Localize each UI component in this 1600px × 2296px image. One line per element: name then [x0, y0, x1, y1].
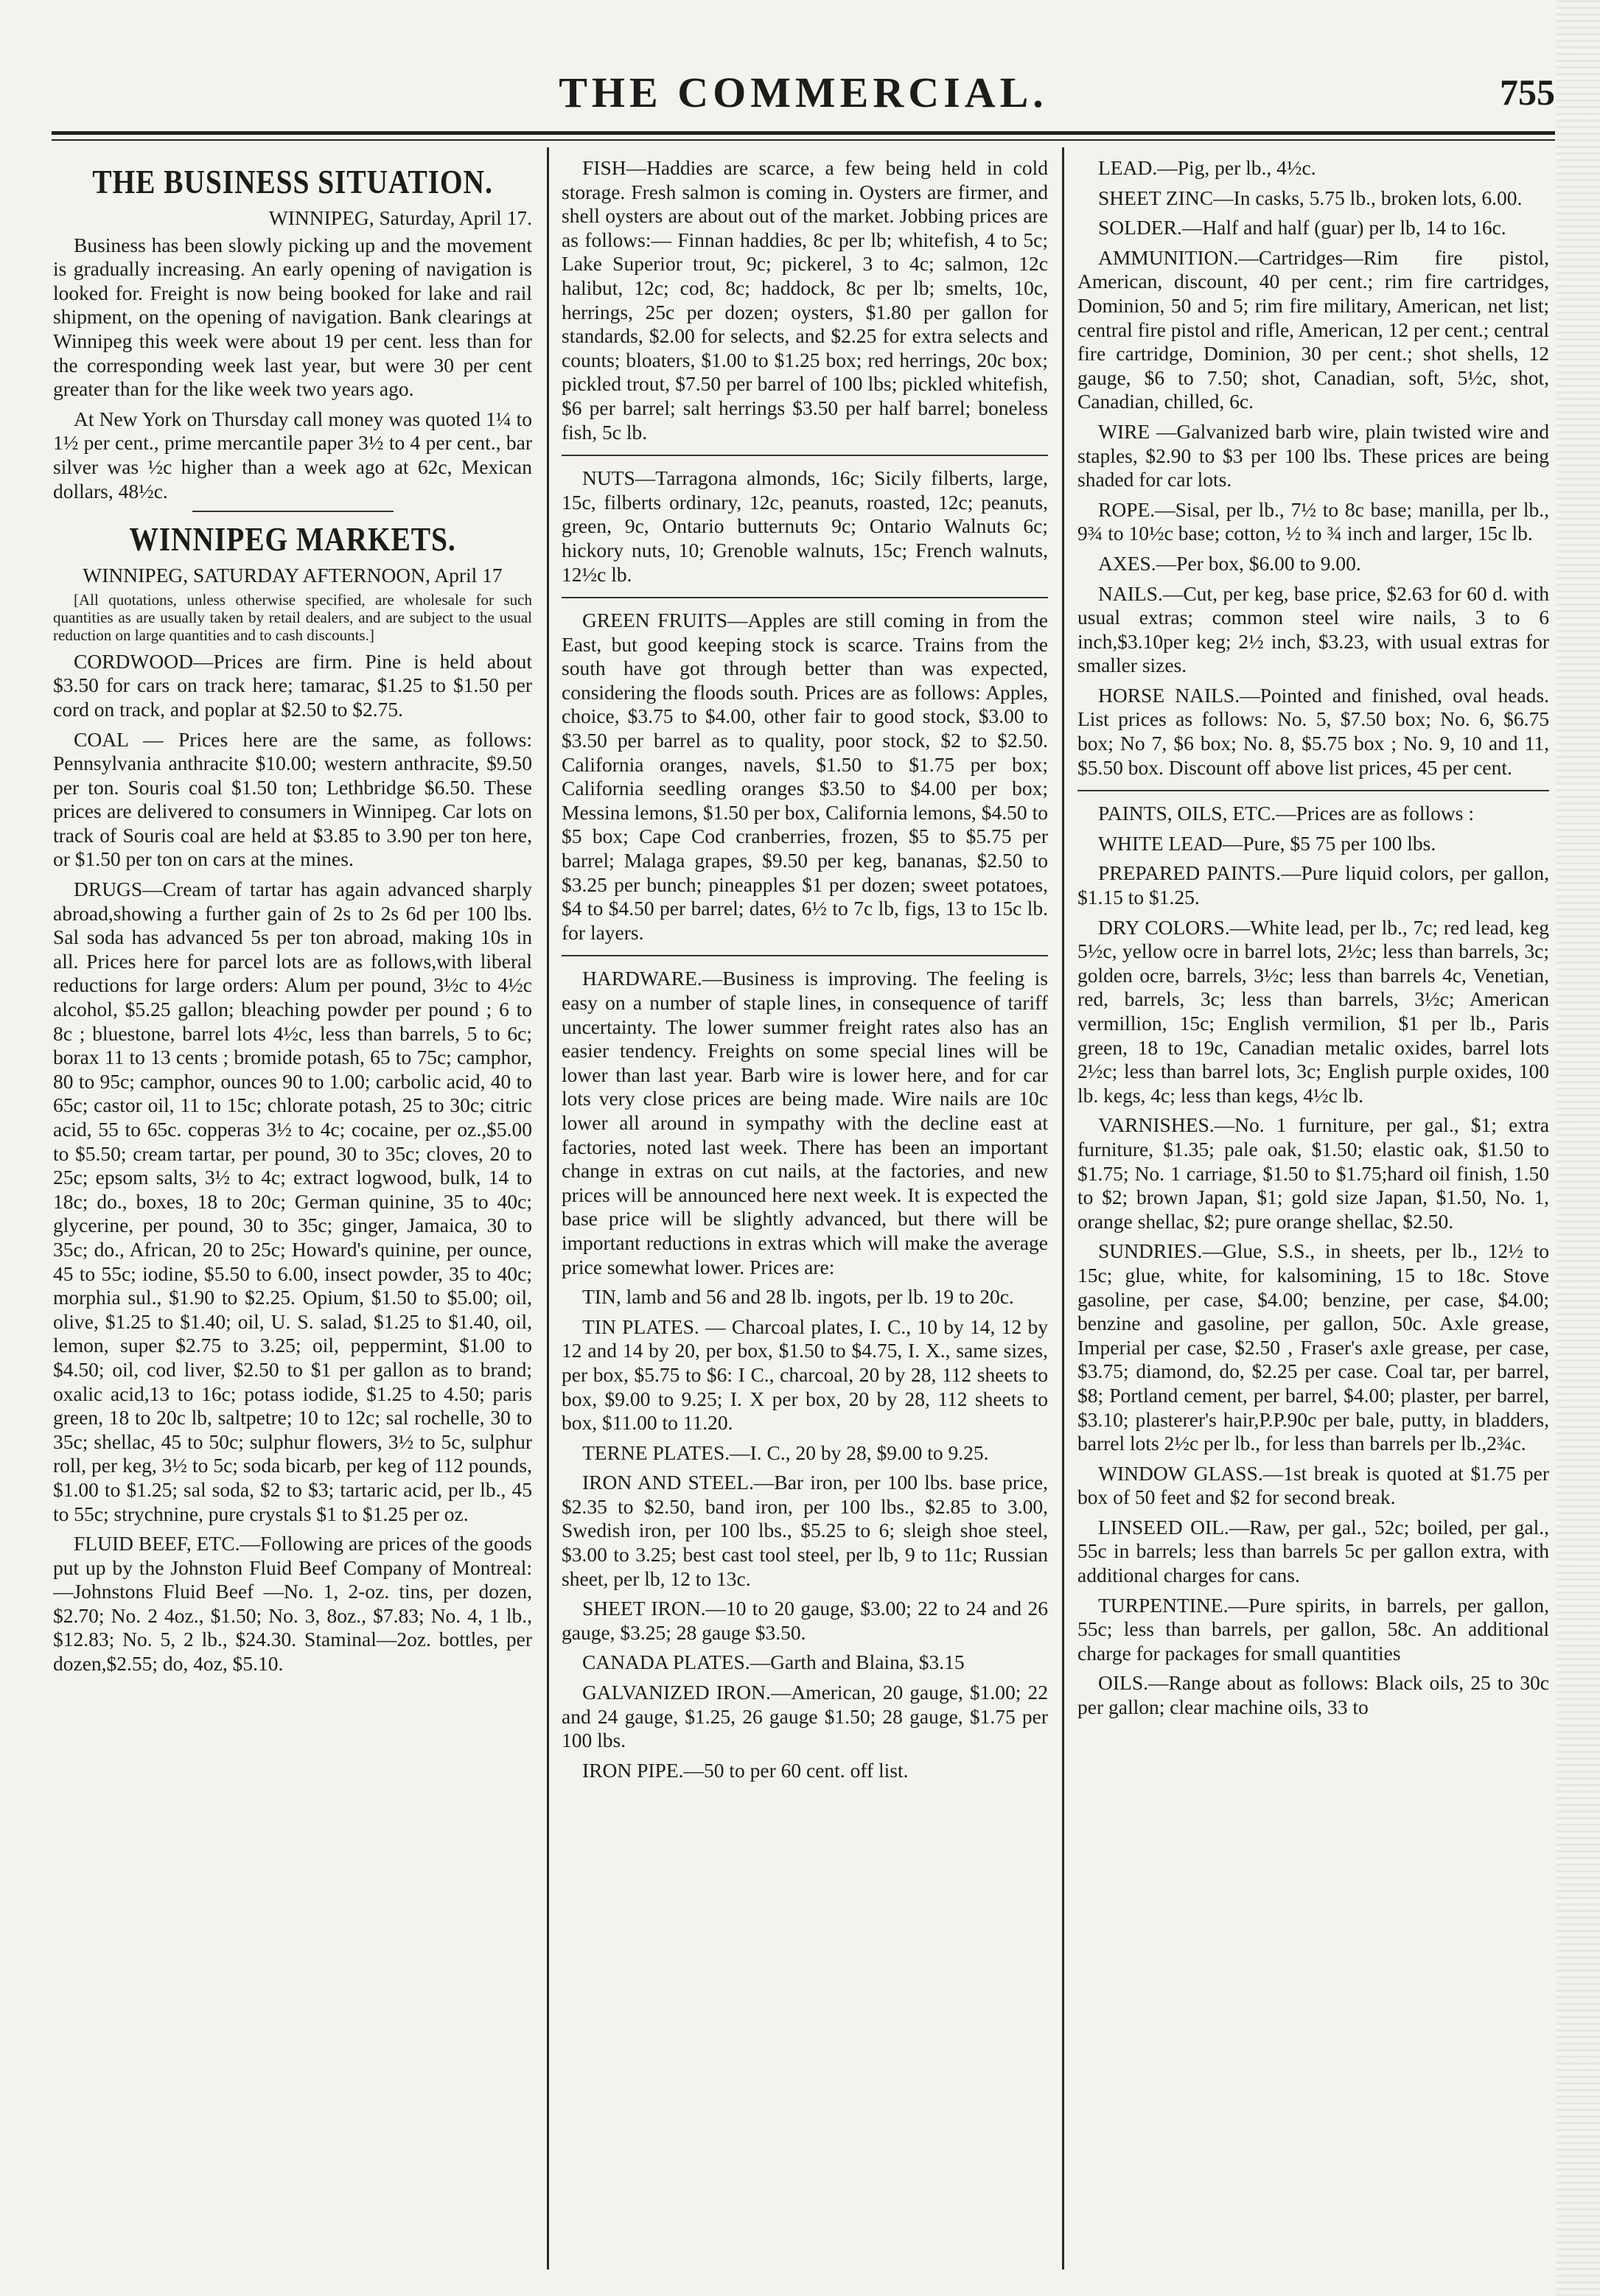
masthead-rule	[52, 131, 1555, 141]
business-paragraph-2: At New York on Thursday call money was quoted 1¼ to 1½ per cent., prime mercantile paper 3½ to 4 per cent., bar silver was ½c higher than a week ago at 62c, Mexican dollars, 48½c.	[53, 407, 532, 503]
markets-dateline: WINNIPEG, SATURDAY AFTERNOON, April 17	[83, 564, 503, 587]
sheet-iron-paragraph: SHEET IRON.—10 to 20 gauge, $3.00; 22 to 24 and 26 gauge, $3.25; 28 gauge $3.50.	[562, 1597, 1048, 1644]
horse-nails-paragraph: HORSE NAILS.—Pointed and finished, oval heads. List prices as follows: No. 5, $7.50 box; No. 6, $6.75 box; No 7, $6 box; No. 8, $5.75 box ; No. 9, 10 and 11, $5.50 box. Discount off above list prices, 45 per cent.	[1077, 683, 1549, 779]
column-3	[1077, 156, 1549, 2264]
section-separator	[192, 511, 394, 512]
green-fruits-paragraph: GREEN FRUITS—Apples are still coming in from the East, but good keeping stock is scarce. Trains from the south have got through better than was expected, considering the floods south. Prices are as follows: Apples, choice, $3.75 to $4.00, other fair to good stock, $3.00 to $3.50 per barrel as to quality, poor stock, $2 to $2.50. California oranges, navels, $1.50 to $1.75 per box; California seedling oranges $3.50 to $4.00 per box; Messina lemons, $1.50 per box, California lemons, $4.50 to $5 box; Cape Cod cranberries, frozen, $5 to $5.75 per barrel; Malaga grapes, $9.50 per keg, bananas, $2.50 to $3.25 per bunch; pineapples $1 per dozen; sweet potatoes, $4 to $4.50 per barrel; dates, 6½ to 7c lb, figs, 13 to 15c lb. for layers.	[562, 609, 1048, 944]
column-2	[562, 156, 1048, 2264]
linseed-oil-paragraph: LINSEED OIL.—Raw, per gal., 52c; boiled, per gal., 55c in barrels; less than barrels 5c per gallon extra, with additional charges for cans.	[1077, 1515, 1549, 1587]
cordwood-paragraph: CORDWOOD—Prices are firm. Pine is held about $3.50 for cars on track here; tamarac, $1.25 to $1.50 per cord on track, and poplar at $2.50 to $2.75.	[53, 649, 532, 721]
section-separator	[562, 955, 1048, 956]
newspaper-title: THE COMMERCIAL.	[559, 69, 1048, 116]
page-number: 755	[1500, 71, 1555, 113]
column-divider-1	[547, 147, 549, 2269]
tin-paragraph: TIN, lamb and 56 and 28 lb. ingots, per lb. 19 to 20c.	[582, 1285, 1014, 1309]
lead-paragraph: LEAD.—Pig, per lb., 4½c.	[1098, 156, 1316, 179]
sundries-paragraph: SUNDRIES.—Glue, S.S., in sheets, per lb., 12½ to 15c; glue, white, for kalsomining, 15 to 18c. Stove gasoline, per case, $4.00; benzine, per case, $4.00; benzine and gasoline, per gallon, 50c. Axle grease, Imperial per case, $2.50 , Fraser's axle grease, per case, $3.75; diamond, do, $2.25 per case. Coal tar, per barrel, $8; Portland cement, per barrel, $4.00; plaster, per barrel, $3.10; plasterer's hair,P.P.90c per bale, putty, in bladders, barrel lots 2½c per lb., for less than barrels per lb.,2¾c.	[1077, 1239, 1549, 1455]
hardware-paragraph: HARDWARE.—Business is improving. The feeling is easy on a number of staple lines, in consequence of tariff uncertainty. The lower summer freight rates also has an easier tendency. Freights on some special lines will be lower than last year. Barb wire is lower here, and for car lots very close prices are being made. Wire nails are 10c lower all around in sympathy with the decline east at factories, noted last week. There has been an important change in extras on cut nails, at the factories, and new prices will be announced here next week. It is expected the base price will be slightly advanced, but there will be important reductions in extras which will make the average price somewhat lower. Prices are:	[562, 967, 1048, 1278]
turpentine-paragraph: TURPENTINE.—Pure spirits, in barrels, per gallon, 55c; less than barrels, per gallon, 58c. An additional charge for packages for small quantities	[1077, 1593, 1549, 1665]
wire-paragraph: WIRE —Galvanized barb wire, plain twisted wire and staples, $2.90 to $3 per 100 lbs. These prices are being shaded for car lots.	[1077, 419, 1549, 491]
iron-steel-paragraph: IRON AND STEEL.—Bar iron, per 100 lbs. base price, $2.35 to $2.50, band iron, per 100 lbs., $2.85 to 3.00, Swedish iron, per 100 lbs., $5.25 to 6; sleigh shoe steel, $3.00 to 3.25; best cast tool steel, per lb, 9 to 11c; Russian sheet, per lb, 12 to 13c.	[562, 1471, 1048, 1590]
prepared-paints-paragraph: PREPARED PAINTS.—Pure liquid colors, per gallon, $1.15 to $1.25.	[1077, 861, 1549, 909]
fish-paragraph: FISH—Haddies are scarce, a few being held in cold storage. Fresh salmon is coming in. Oysters are firmer, and shell oysters are about out of the market. Jobbing prices are as follows:— Finnan haddies, 8c per lb; whitefish, 4 to 5c; Lake Superior trout, 9c; pickerel, 3 to 4c; salmon, 12c halibut, 12c; cod, 8c; haddock, 8c per lb; smelts, 10c, herrings, 25c per dozen; oysters, $1.80 per gallon for standards, $2.00 for selects, and $2.25 for extra selects and counts; bloaters, $1.00 to $1.25 box; red herrings, 20c box; pickled trout, $7.50 per barrel of 100 lbs; pickled whitefish, $6 per barrel; salt herrings $3.50 per half barrel; boneless fish, 5c lb.	[562, 156, 1048, 444]
drugs-paragraph: DRUGS—Cream of tartar has again advanced sharply abroad,showing a further gain of 2s to 2s 6d per 100 lbs. Sal soda has advanced 5s per ton abroad, making 10s in all. Prices here for parcel lots are as follows,with liberal reductions for large orders: Alum per pound, 3½c to 4½c alcohol, $5.25 gallon; bleaching powder per pound ; 6 to 8c ; bluestone, barrel lots 4½c, less than barrels, 5 to 6c; borax 11 to 13 cents ; bromide potash, 65 to 75c; camphor, 80 to 95c; camphor, ounces 90 to 1.00; carbolic acid, 40 to 65c; castor oil, 11 to 15c; chlorate potash, 25 to 30c; citric acid, 55 to 65c. copperas 3½ to 4c; cocaine, per oz.,$5.00 to $5.50; cream tartar, per pound, 30 to 35c; cloves, 20 to 25c; epsom salts, 3½ to 4c; extract logwood, bulk, 14 to 18c; do., boxes, 18 to 20c; German quinine, 35 to 40c; glycerine, per pound, 30 to 35c; ginger, Jamaica, 30 to 35c; do., African, 20 to 25c; Howard's quinine, per ounce, 45 to 55c; iodine, $5.50 to 6.00, insect powder, 35 to 40c; morphia sul., $1.90 to $2.25. Opium, $1.50 to $5.00; oil, olive, $1.25 to $1.40; oil, U. S. salad, $1.25 to $1.40, oil, lemon, super $2.75 to 3.25; oil, peppermint, $1.00 to $4.50; oil, cod liver, $2.50 to $1 per gallon as to brand; oxalic acid,13 to 16c; potass iodide, $1.25 to 4.50; paris green, 18 to 20c lb, saltpetre; 10 to 12c; sal rochelle, 30 to 35c; shellac, 45 to 50c; sulphur flowers, 3½ to 5c, sulphur roll, per keg, 3½ to 5c; soda bicarb, per keg of 112 pounds, $1.00 to $1.25; sal soda, $2 to $3; tartaric acid, per lb., 45 to 55c; strychnine, pure crystals $1 to $1.25 per oz.	[53, 878, 532, 1525]
ammunition-paragraph: AMMUNITION.—Cartridges—Rim fire pistol, American, discount, 40 per cent.; rim fire cartridges, Dominion, 50 and 5; rim fire military, American, net list; central fire pistol and rifle, American, 12 per cent.; central fire cartridge, Dominion, 30 per cent.; shot shells, 12 gauge, $6 to 7.50; shot, Canadian, soft, 5½c, shot, Canadian, chilled, 6c.	[1077, 245, 1549, 413]
window-glass-paragraph: WINDOW GLASS.—1st break is quoted at $1.75 per box of 50 feet and $2 for second break.	[1077, 1461, 1549, 1509]
terne-plates-paragraph: TERNE PLATES.—I. C., 20 by 28, $9.00 to 9.25.	[582, 1441, 989, 1464]
axes-paragraph: AXES.—Per box, $6.00 to 9.00.	[1098, 551, 1361, 575]
column-divider-2	[1062, 147, 1064, 2269]
oils-paragraph: OILS.—Range about as follows: Black oils, 25 to 30c per gallon; clear machine oils, 33 to	[1077, 1671, 1549, 1719]
fluid-beef-paragraph: FLUID BEEF, ETC.—Following are prices of the goods put up by the Johnston Fluid Beef Company of Montreal:—Johnstons Fluid Beef —No. 1, 2-oz. tins, per dozen, $2.70; No. 2 4oz., $1.50; No. 3, 8oz., $7.83; No. 4, 1 lb., $12.83; No. 5, 2 lb., $24.30. Staminal—2oz. bottles, per dozen,$2.55; do, 4oz, $5.10.	[53, 1532, 532, 1676]
canada-plates-paragraph: CANADA PLATES.—Garth and Blaina, $3.15	[582, 1651, 965, 1674]
rope-paragraph: ROPE.—Sisal, per lb., 7½ to 8c base; manilla, per lb., 9¾ to 10½c base; cotton, ½ to ¾ inch and larger, 15c lb.	[1077, 497, 1549, 545]
varnishes-paragraph: VARNISHES.—No. 1 furniture, per gal., $1; extra furniture, $1.35; pale oak, $1.50; elastic oak, $1.50 to $1.75; No. 1 carriage, $1.50 to $1.75;hard oil finish, 1.50 to $2; brown Japan, $1; gold size Japan, $1.50, No. 1, orange shellac, $2; pure orange shellac, $2.50.	[1077, 1113, 1549, 1233]
business-situation-dateline: WINNIPEG, Saturday, April 17.	[268, 206, 532, 229]
section-separator	[562, 455, 1048, 456]
paints-oils-paragraph: PAINTS, OILS, ETC.—Prices are as follows :	[1098, 802, 1474, 825]
nails-paragraph: NAILS.—Cut, per keg, base price, $2.63 for 60 d. with usual extras; common steel wire nails, 3 to 6 inch,$3.10per keg; 2½ inch, $3.23, with usual extras for smaller sizes.	[1077, 581, 1549, 677]
section-separator	[1077, 790, 1549, 791]
winnipeg-markets-heading: WINNIPEG MARKETS.	[129, 520, 456, 559]
page-edge-bleed	[1557, 0, 1600, 2296]
solder-paragraph: SOLDER.—Half and half (guar) per lb, 14 to 16c.	[1098, 216, 1506, 239]
tin-plates-paragraph: TIN PLATES. — Charcoal plates, I. C., 10 by 14, 12 by 12 and 14 by 20, per box, $1.50 to $4.75, I. X., same sizes, per box, $5.75 to $6: I C., charcoal, 20 by 28, 112 sheets to box, $9.00 to 9.25; I. X per box, 20 by 28, 112 sheets to box, $11.00 to 11.20.	[562, 1315, 1048, 1435]
column-1	[53, 156, 532, 2264]
masthead	[52, 68, 1555, 119]
coal-paragraph: COAL — Prices here are the same, as follows: Pennsylvania anthracite $10.00; western anthracite, $9.50 per ton. Souris coal $1.50 ton; Lethbridge $6.50. These prices are delivered to consumers in Winnipeg. Car lots on track of Souris coal are held at $3.85 to 3.90 per ton here, or $1.50 per ton on cars at the mines.	[53, 727, 532, 871]
section-separator	[562, 597, 1048, 598]
business-paragraph-1: Business has been slowly picking up and the movement is gradually increasing. An early opening of navigation is looked for. Freight is now being booked for lake and rail shipment, on the opening of navigation. Bank clearings at Winnipeg this week were about 19 per cent. less than for the corresponding week last year, but were 30 per cent greater than for the like week two years ago.	[53, 233, 532, 401]
dry-colors-paragraph: DRY COLORS.—White lead, per lb., 7c; red lead, keg 5½c, yellow ocre in barrel lots, 2½c; less than barrels, 3c; golden ocre, barrels, 3½c; less than barrels 4c, Venetian, red, barrels, 3c; less than barrels, 3½c; American vermillion, 15c; English vermilion, $1 per lb., Paris green, 18 to 19c, Canadian metalic oxides, barrel lots 2½c; less than barrel lots, 3c; English purple oxides, 100 lb. kegs, 4c; less than kegs, 4½c lb.	[1077, 915, 1549, 1107]
quotations-note: [All quotations, unless otherwise specified, are wholesale for such quantities as are usually taken by retail dealers, and are subject to the usual reduction on large quantities and to cash discounts.]	[53, 590, 532, 644]
nuts-paragraph: NUTS—Tarragona almonds, 16c; Sicily filberts, large, 15c, filberts ordinary, 12c, peanuts, roasted, 12c; peanuts, green, 9c, Ontario butternuts 9c; Ontario Walnuts 6c; hickory nuts, 10; Grenoble walnuts, 15c; French walnuts, 12½c lb.	[562, 466, 1048, 586]
business-situation-heading: THE BUSINESS SITUATION.	[92, 163, 493, 200]
galvanized-iron-paragraph: GALVANIZED IRON.—American, 20 gauge, $1.00; 22 and 24 gauge, $1.25, 26 gauge $1.50; 28 gauge, $1.75 per 100 lbs.	[562, 1681, 1048, 1752]
white-lead-paragraph: WHITE LEAD—Pure, $5 75 per 100 lbs.	[1098, 831, 1436, 855]
iron-pipe-paragraph: IRON PIPE.—50 to per 60 cent. off list.	[582, 1758, 909, 1782]
sheet-zinc-paragraph: SHEET ZINC—In casks, 5.75 lb., broken lots, 6.00.	[1098, 186, 1523, 209]
